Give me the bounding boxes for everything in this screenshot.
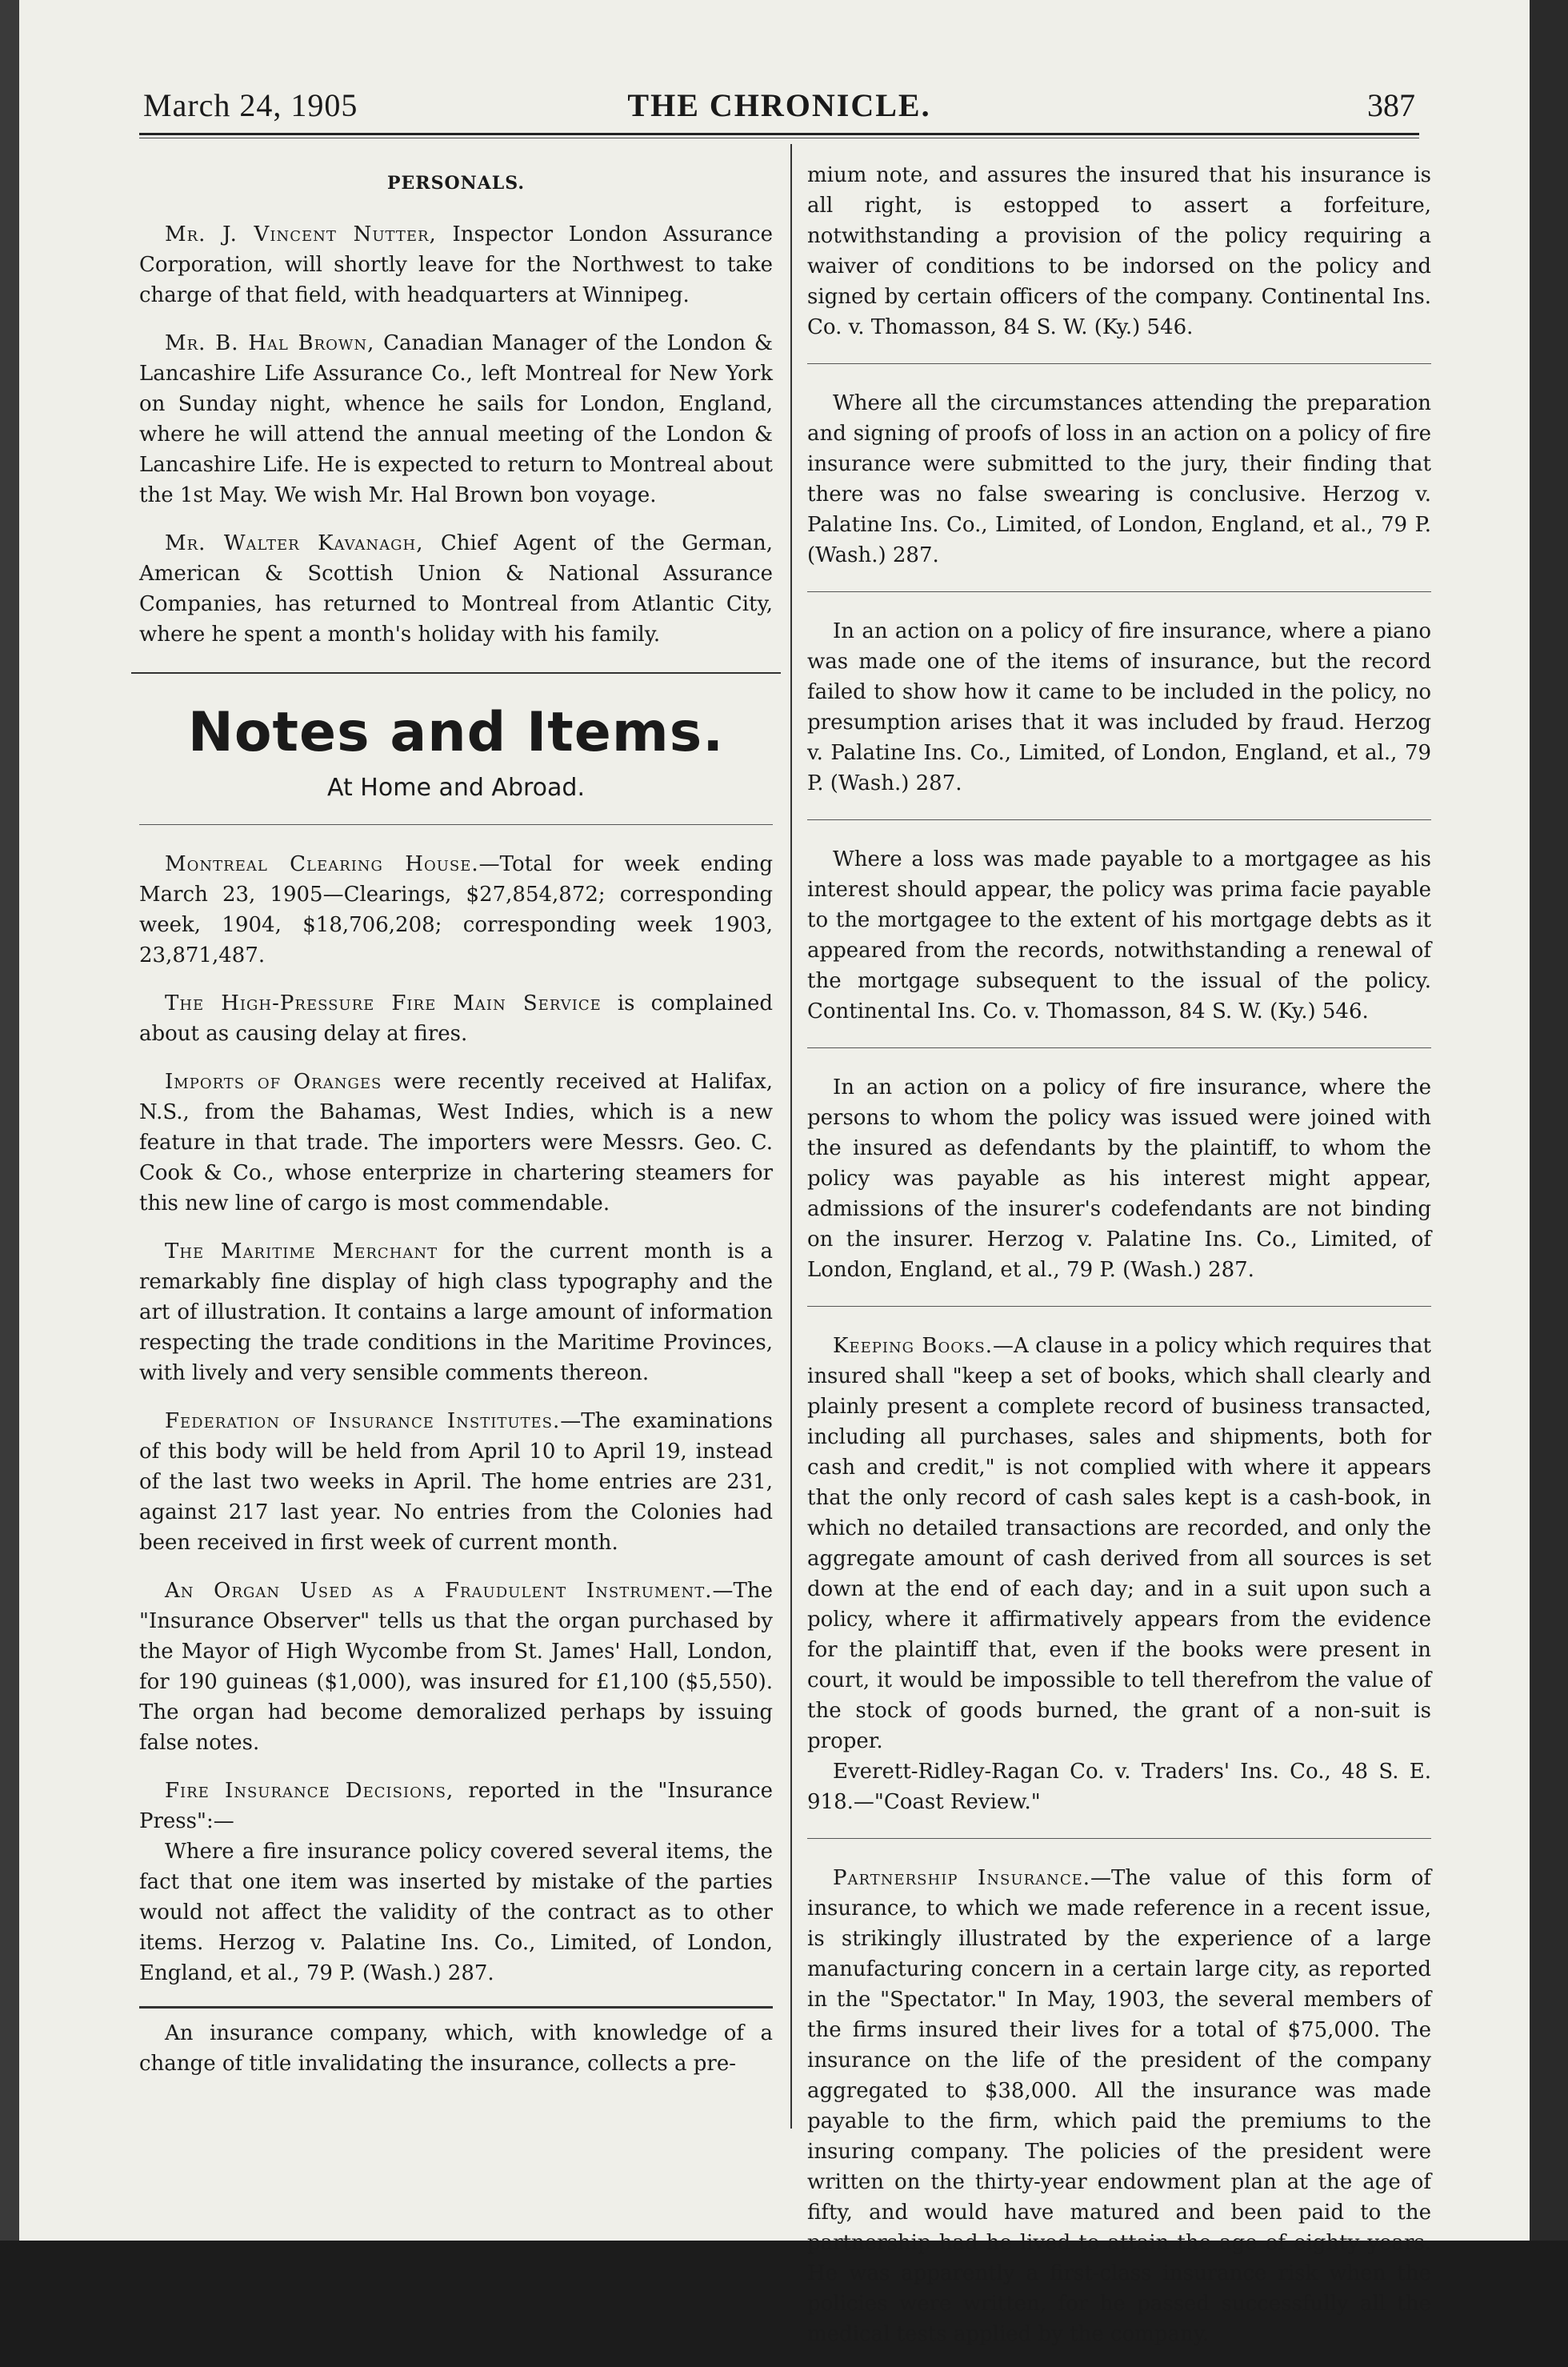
news-item bbox=[139, 1236, 773, 1388]
decision-paragraph: mium note, and assures the insured that his insurance is all right, is estopped to assert a forfeiture, notwithstanding a provision of the policy requiring a waiver of conditions to be indorsed on the policy and signed by certain officers of the company. Continental Ins. Co. v. Thomasson, 84 S. W. (Ky.) 546. bbox=[807, 163, 1431, 339]
news-item bbox=[807, 1331, 1431, 1756]
column-divider bbox=[790, 144, 792, 2129]
news-item bbox=[139, 849, 773, 971]
personal-text: Inspector London Assurance Corporation, will shortly leave for the Northwest to take charge of that field, with headquarters at Winnipeg. bbox=[139, 222, 773, 307]
decision-paragraph: An insurance company, which, with knowledge of a change of title invalidating the insurance, collects a pre- bbox=[139, 2021, 773, 2076]
item-text: is complained about as causing delay at fires. bbox=[139, 991, 773, 1046]
item-text: —A clause in a policy which requires that insured shall "keep a set of books, which shall clearly and plainly present a complete record of business transacted, including all purchases, sales and shipments, both for cash and credit," is not complied with where it appears that the only record of cash sales kept is a cash-book, in which no detailed transactions are recorded, and only the aggregate amount of cash derived from all sources is set down at the end of each day; and in a suit upon such a policy, where it affirmatively appears from the evidence for the plaintiff that, even if the books were present in court, it would be impossible to tell therefrom the value of the stock of goods burned, the grant of a non-suit is proper. bbox=[807, 1334, 1431, 1753]
decision-paragraph: Where a loss was made payable to a mortgagee as his interest should appear, the policy was prima facie payable to the mortgagee to the extent of his mortgage debts as it appeared from the records, notwithstanding a renewal of the mortgage subsequent to the issual of the policy. Continental Ins. Co. v. Thomasson, 84 S. W. (Ky.) 546. bbox=[807, 847, 1431, 1023]
personal-text: Canadian Manager of the London & Lancashire Life Assurance Co., left Montreal for New York on Sunday night, whence he sails for London, England, where he will attend the annual meeting of the London & Lancashire Life. He is expected to return to Montreal about the 1st May. We wish Mr. Hal Brown bon voyage. bbox=[139, 331, 773, 507]
notes-rule bbox=[139, 824, 773, 825]
item-lead: Partnership Insurance. bbox=[833, 1866, 1091, 1890]
person-name: Mr. Walter Kavanagh, bbox=[165, 531, 424, 555]
item-lead: The Maritime Merchant bbox=[165, 1240, 438, 1264]
item-text: —The "Insurance Observer" tells us that the organ purchased by the Mayor of High Wycombe from St. James' Hall, London, for 190 guineas ($1,000), was insured for £1,100 ($5,550). The organ had become demoralized perhaps by issuing false notes. bbox=[139, 1579, 773, 1755]
case-citation: Everett-Ridley-Ragan Co. v. Traders' Ins. Co., 48 S. E. 918.—"Coast Review." bbox=[807, 1760, 1431, 1814]
item-text: —The value of this form of insurance, to which we made reference in a recent issue, is strikingly illustrated by the experience of a large manufacturing concern in a certain large city, as reported in the "Spectator." In May, 1903, the several members of the firms insured their lives for a total of $75,000. The insurance on the life of the president of the company aggregated to $38,000. All the insurance was made payable to the firm, which paid the premiums to the insuring company. The policies of the president were written on the thirty-year endowment plan at the age of fifty, and would have matured and been paid to the partnership had he lived to attain the age of eighty years. He was apparently a first-class insurance risk when the policies were written, for he passed successfully all the medical tests applied by the company. bbox=[807, 1866, 1431, 2346]
item-lead: An Organ Used as a Fraudulent Instrument. bbox=[165, 1579, 713, 1603]
decision-paragraph: In an action on a policy of fire insurance, where a piano was made one of the items of insurance, but the record failed to show how it came to be included in the policy, no presumption arises that it was included by fraud. Herzog v. Palatine Ins. Co., Limited, of London, England, et al., 79 P. (Wash.) 287. bbox=[807, 619, 1431, 795]
personal-paragraph bbox=[139, 528, 773, 650]
item-text: were recently received at Halifax, N.S., from the Bahamas, West Indies, which is a new feature in that trade. The importers were Messrs. Geo. C. Cook & Co., whose enterprize in chartering steamers for this new line of cargo is most commendable. bbox=[139, 1070, 773, 1216]
news-item bbox=[807, 1863, 1431, 2349]
person-name: Mr. B. Hal Brown, bbox=[165, 331, 375, 355]
personals-heading: PERSONALS. bbox=[386, 173, 526, 194]
notes-heading: Notes and Items. bbox=[187, 701, 725, 764]
item-text: —Total for week ending March 23, 1905—Clearings, $27,854,872; corresponding week, 1904, $18,706,208; corresponding week 1903, 23,871,487. bbox=[139, 852, 773, 967]
item-text: for the current month is a remarkably fine display of high class typography and the art of illustration. It contains a large amount of information respecting the trade conditions in the Maritime Provinces, with lively and very sensible comments thereon. bbox=[139, 1240, 773, 1385]
personal-paragraph bbox=[139, 328, 773, 511]
decision-paragraph: In an action on a policy of fire insurance, where the persons to whom the policy was issued were joined with the insured as defendants by the plaintiff, to whom the policy was payable as his interest might appear, admissions of the insurer's codefendants are not binding on the insurer. Herzog v. Palatine Ins. Co., Limited, of London, England, et al., 79 P. (Wash.) 287. bbox=[807, 1075, 1431, 1282]
left-column bbox=[139, 160, 773, 2097]
decision-separator bbox=[807, 1047, 1431, 1048]
item-separator bbox=[807, 1306, 1431, 1307]
page-binding-shadow bbox=[0, 0, 19, 2241]
item-text: reported in the "Insurance Press":— bbox=[139, 1779, 773, 1833]
decision-separator bbox=[807, 363, 1431, 364]
right-column bbox=[807, 160, 1431, 2367]
decision-paragraph: Where all the circumstances attending the preparation and signing of proofs of loss in an action on a policy of fire insurance were submitted to the jury, their finding that there was no false swearing is conclusive. Herzog v. Palatine Ins. Co., Limited, of London, England, et al., 79 P. (Wash.) 287. bbox=[807, 391, 1431, 567]
item-separator bbox=[807, 1838, 1431, 1839]
page-edge-shadow bbox=[1530, 0, 1568, 2241]
section-separator bbox=[131, 672, 781, 674]
issue-date: March 24, 1905 bbox=[143, 87, 358, 123]
decision-separator bbox=[807, 819, 1431, 820]
news-item bbox=[139, 988, 773, 1049]
running-head bbox=[143, 86, 1415, 134]
decision-paragraph: Where a fire insurance policy covered several items, the fact that one item was inserted by mistake of the parties would not affect the validity of the contract as to other items. Herzog v. Palatine Ins. Co., Limited, of London, England, et al., 79 P. (Wash.) 287. bbox=[139, 1840, 773, 1985]
newspaper-page bbox=[19, 0, 1530, 2346]
page-number: 387 bbox=[1367, 87, 1415, 123]
item-text: —The examinations of this body will be held from April 10 to April 19, instead of the last two weeks in April. The home entries are 231, against 217 last year. No entries from the Colonies had been received in first week of current month. bbox=[139, 1409, 773, 1555]
news-item bbox=[139, 1776, 773, 1836]
header-rule bbox=[139, 133, 1419, 135]
personal-paragraph bbox=[139, 219, 773, 310]
printing-rule bbox=[139, 2006, 773, 2009]
item-lead: The High-Pressure Fire Main Service bbox=[165, 991, 602, 1015]
news-item bbox=[139, 1067, 773, 1219]
decision-separator bbox=[807, 591, 1431, 592]
news-item bbox=[139, 1576, 773, 1758]
news-item bbox=[139, 1406, 773, 1558]
publication-title: THE CHRONICLE. bbox=[627, 87, 931, 123]
item-lead: Federation of Insurance Institutes. bbox=[165, 1409, 561, 1433]
item-lead: Imports of Oranges bbox=[165, 1070, 382, 1094]
item-lead: Keeping Books. bbox=[833, 1334, 994, 1358]
personal-text: Chief Agent of the German, American & Scottish Union & National Assurance Companies, has returned to Montreal from Atlantic City, where he spent a month's holiday with his family. bbox=[139, 531, 773, 647]
person-name: Mr. J. Vincent Nutter, bbox=[165, 222, 437, 246]
item-lead: Fire Insurance Decisions, bbox=[165, 1779, 454, 1803]
notes-subheading: At Home and Abroad. bbox=[327, 774, 585, 802]
item-lead: Montreal Clearing House. bbox=[165, 852, 479, 876]
